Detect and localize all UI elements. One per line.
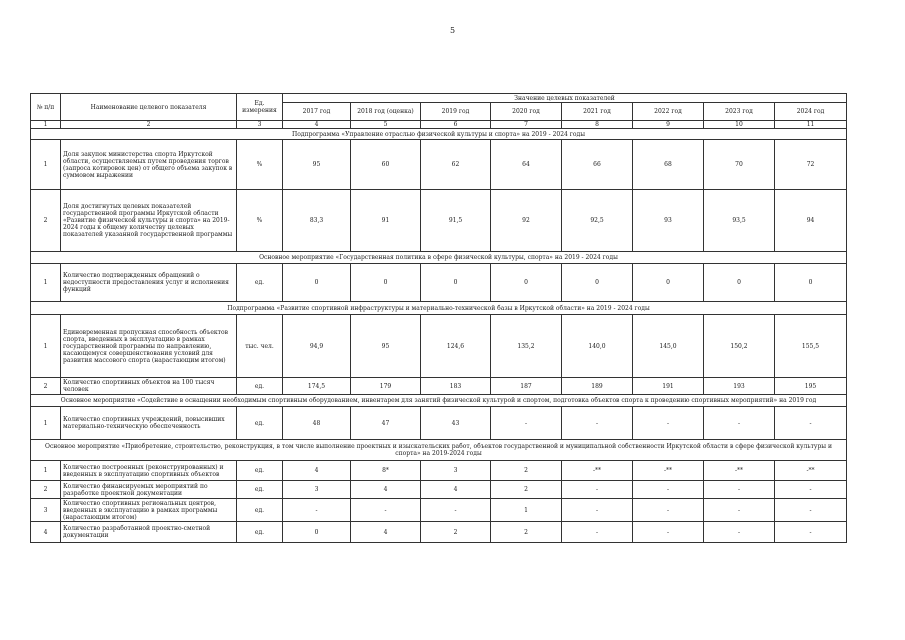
row-value: -**: [633, 461, 704, 481]
section-row: [31, 302, 847, 315]
row-value: 124,6: [421, 315, 491, 378]
header-year: 2024 год: [775, 103, 847, 121]
row-value: 2: [491, 461, 562, 481]
row-value: 0: [562, 264, 633, 302]
row-value: 62: [421, 140, 491, 190]
row-name: Доля достигнутых целевых показателей государственной программы Иркутской области «Развитие физической культуры и спорта» на 2019-2024 годы к общему количеству целевых показателей указанной государственной программы: [61, 190, 237, 252]
row-value: 2: [421, 522, 491, 543]
row-value: 1: [491, 499, 562, 522]
row-value: -: [283, 499, 351, 522]
row-value: 4: [283, 461, 351, 481]
row-value: 0: [283, 264, 351, 302]
header-year: 2018 год (оценка): [351, 103, 421, 121]
row-value: 83,3: [283, 190, 351, 252]
section-title: Основное мероприятие «Государственная политика в сфере физической культуры, спорта» на 2019 - 2024 годы: [31, 252, 847, 264]
row-value: 195: [775, 378, 847, 395]
row-value: 0: [775, 264, 847, 302]
row-value: 174,5: [283, 378, 351, 395]
row-value: 95: [351, 315, 421, 378]
row-num: 2: [31, 378, 61, 395]
header-year: 2022 год: [633, 103, 704, 121]
row-value: 48: [283, 407, 351, 440]
row-value: -**: [562, 461, 633, 481]
section-row: [31, 395, 847, 407]
row-value: -: [704, 481, 775, 499]
header-year: 2020 год: [491, 103, 562, 121]
row-value: -: [421, 499, 491, 522]
row-name: Доля закупок министерства спорта Иркутской области, осуществляемых путем проведения торгов (запроса котировок цен) от общего объема закупок в суммовом выражении: [61, 140, 237, 190]
header-values-group: Значение целевых показателей: [283, 94, 847, 103]
page-number: 5: [449, 26, 456, 35]
row-value: 4: [351, 481, 421, 499]
row-value: 94,9: [283, 315, 351, 378]
header-year: 2023 год: [704, 103, 775, 121]
header-year: 2021 год: [562, 103, 633, 121]
section-row: [31, 129, 847, 140]
section-title: Основное мероприятие «Приобретение, строительство, реконструкция, в том числе выполнение проектных и изыскательских работ, объектов государственной и муниципальной собственности Иркутской области в сфере физической культуры и спорта» на 2019-2024 годы: [31, 440, 847, 461]
row-num: 1: [31, 461, 61, 481]
header-col-number: 1: [31, 121, 61, 129]
table-row: [31, 407, 847, 440]
section-row: [31, 440, 847, 461]
row-value: -: [562, 499, 633, 522]
row-value: -: [704, 499, 775, 522]
row-unit: ед.: [237, 481, 283, 499]
header-col-number: 2: [61, 121, 237, 129]
header-col-number: 9: [633, 121, 704, 129]
row-num: 2: [31, 481, 61, 499]
row-value: -: [562, 481, 633, 499]
row-name: Количество разработанной проектно-сметной документации: [61, 522, 237, 543]
header-col-number: 4: [283, 121, 351, 129]
header-name: Наименование целевого показателя: [61, 94, 237, 121]
header-year: 2019 год: [421, 103, 491, 121]
row-value: 2: [491, 481, 562, 499]
row-unit: %: [237, 140, 283, 190]
header-num: № п/п: [31, 94, 61, 121]
header-col-number: 10: [704, 121, 775, 129]
row-value: 60: [351, 140, 421, 190]
row-value: -: [351, 499, 421, 522]
row-value: 187: [491, 378, 562, 395]
row-value: 47: [351, 407, 421, 440]
row-value: -: [633, 407, 704, 440]
row-value: -: [775, 481, 847, 499]
table-row: [31, 461, 847, 481]
table-row: [31, 378, 847, 395]
row-value: 179: [351, 378, 421, 395]
row-value: 8*: [351, 461, 421, 481]
table-row: [31, 481, 847, 499]
row-name: Количество спортивных учреждений, повысивших материально-техническую обеспеченность: [61, 407, 237, 440]
table-row: [31, 140, 847, 190]
row-value: 150,2: [704, 315, 775, 378]
section-title: Подпрограмма «Развитие спортивной инфраструктуры и материально-технической базы в Иркутской области» на 2019 - 2024 годы: [31, 302, 847, 315]
row-value: 183: [421, 378, 491, 395]
row-value: 4: [351, 522, 421, 543]
target-indicators-table: [30, 93, 847, 543]
row-value: -: [491, 407, 562, 440]
row-value: 145,0: [633, 315, 704, 378]
row-value: 140,0: [562, 315, 633, 378]
row-value: 43: [421, 407, 491, 440]
row-value: 0: [351, 264, 421, 302]
row-value: -: [562, 522, 633, 543]
row-name: Единовременная пропускная способность объектов спорта, введенных в эксплуатацию в рамках государственной программы по направлению, касающемуся совершенствования условий для развития массового спорта (нарастающим итогом): [61, 315, 237, 378]
row-unit: ед.: [237, 378, 283, 395]
section-row: [31, 252, 847, 264]
row-value: 135,2: [491, 315, 562, 378]
table-row: [31, 190, 847, 252]
header-col-number: 6: [421, 121, 491, 129]
row-num: 3: [31, 499, 61, 522]
row-value: 155,5: [775, 315, 847, 378]
row-value: -: [775, 522, 847, 543]
row-value: 2: [491, 522, 562, 543]
table-row: [31, 499, 847, 522]
row-value: 93: [633, 190, 704, 252]
row-value: -: [775, 499, 847, 522]
row-num: 2: [31, 190, 61, 252]
row-value: 70: [704, 140, 775, 190]
row-value: 193: [704, 378, 775, 395]
header-unit: Ед. измерения: [237, 94, 283, 121]
row-unit: ед.: [237, 499, 283, 522]
row-name: Количество спортивных объектов на 100 тысяч человек: [61, 378, 237, 395]
row-value: -: [704, 407, 775, 440]
row-value: 191: [633, 378, 704, 395]
row-num: 1: [31, 315, 61, 378]
row-value: 93,5: [704, 190, 775, 252]
row-num: 1: [31, 407, 61, 440]
row-value: 68: [633, 140, 704, 190]
row-unit: ед.: [237, 522, 283, 543]
row-value: 189: [562, 378, 633, 395]
row-value: 3: [283, 481, 351, 499]
row-value: -: [775, 407, 847, 440]
row-value: -: [633, 499, 704, 522]
row-value: 95: [283, 140, 351, 190]
table-row: [31, 315, 847, 378]
row-unit: %: [237, 190, 283, 252]
row-unit: ед.: [237, 264, 283, 302]
row-value: 3: [421, 461, 491, 481]
row-name: Количество финансируемых мероприятий по разработке проектной документации: [61, 481, 237, 499]
header-col-number: 8: [562, 121, 633, 129]
row-num: 4: [31, 522, 61, 543]
row-value: 0: [633, 264, 704, 302]
row-value: 66: [562, 140, 633, 190]
row-value: 0: [283, 522, 351, 543]
row-value: 4: [421, 481, 491, 499]
row-num: 1: [31, 140, 61, 190]
row-value: 0: [491, 264, 562, 302]
header-year: 2017 год: [283, 103, 351, 121]
row-num: 1: [31, 264, 61, 302]
row-value: 92: [491, 190, 562, 252]
row-name: Количество спортивных региональных центров, введенных в эксплуатацию в рамках программы (нарастающим итогом): [61, 499, 237, 522]
row-value: 72: [775, 140, 847, 190]
section-title: Основное мероприятие «Содействие в оснащении необходимым спортивным оборудованием, инвентарем для занятий физической культурой и спортом, подготовка объектов спорта к проведению спортивных мероприятий» на 2019 год: [31, 395, 847, 407]
header-col-number: 5: [351, 121, 421, 129]
row-value: -**: [704, 461, 775, 481]
row-value: 92,5: [562, 190, 633, 252]
header-col-number: 3: [237, 121, 283, 129]
table-row: [31, 522, 847, 543]
row-unit: ед.: [237, 407, 283, 440]
row-name: Количество подтвержденных обращений о недоступности предоставления услуг и исполнения функций: [61, 264, 237, 302]
row-value: 91,5: [421, 190, 491, 252]
row-value: -: [562, 407, 633, 440]
row-value: -: [633, 522, 704, 543]
section-title: Подпрограмма «Управление отраслью физической культуры и спорта» на 2019 - 2024 годы: [31, 129, 847, 140]
row-name: Количество построенных (реконструированных) и введенных в эксплуатацию спортивных объектов: [61, 461, 237, 481]
row-unit: тыс. чел.: [237, 315, 283, 378]
row-value: -: [704, 522, 775, 543]
row-value: -: [633, 481, 704, 499]
row-value: -**: [775, 461, 847, 481]
header-col-number: 7: [491, 121, 562, 129]
header-col-number: 11: [775, 121, 847, 129]
row-value: 94: [775, 190, 847, 252]
row-value: 64: [491, 140, 562, 190]
row-unit: ед.: [237, 461, 283, 481]
row-value: 0: [704, 264, 775, 302]
row-value: 91: [351, 190, 421, 252]
row-value: 0: [421, 264, 491, 302]
table-row: [31, 264, 847, 302]
